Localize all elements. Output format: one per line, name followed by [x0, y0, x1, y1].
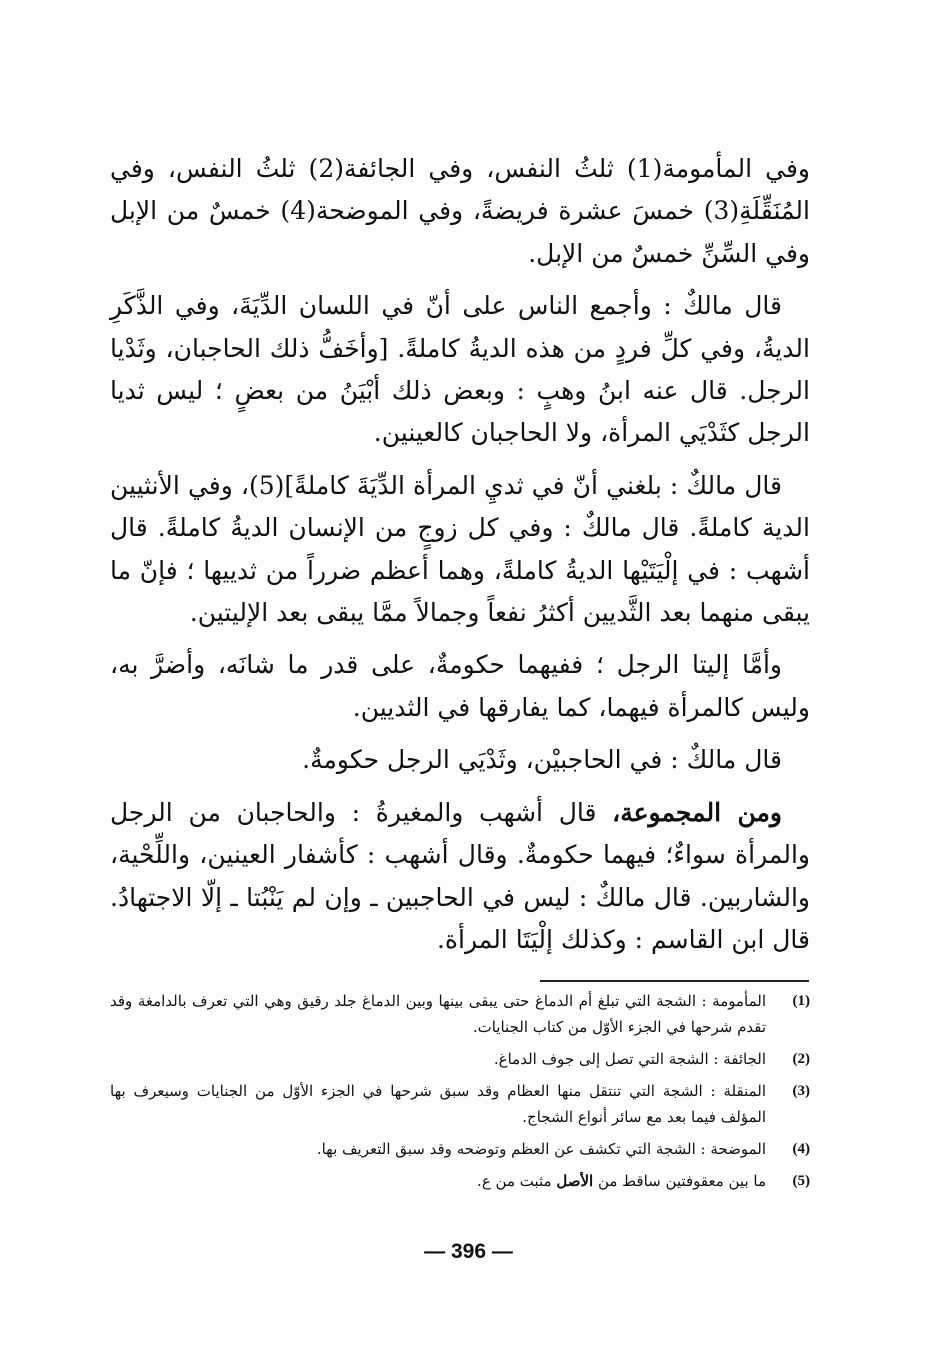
paragraph: وأمَّا إليتا الرجل ؛ ففيهما حكومةٌ، على قدر ما شانَه، وأضرَّ به، وليس كالمرأة فيهما، كما يفارقها في الثديين.: [110, 650, 810, 722]
footnotes: [110, 988, 810, 1200]
page-number: — 396 —: [424, 1240, 513, 1263]
footnote: [110, 988, 810, 1040]
footnote-text-part: ما بين معقوفتين ساقط من: [593, 1172, 766, 1190]
footnote-divider: [540, 980, 809, 982]
footnote: [110, 1046, 810, 1072]
footnote-text-part: مثبت من ع.: [477, 1172, 557, 1190]
footnote-number: (1): [792, 993, 810, 1009]
paragraph: قال مالكٌ : وأجمع الناس على أنّ في اللسان الدِّيَةَ، وفي الذَّكَرِ الديةُ، وفي كلِّ فردٍ من هذه الديةُ كاملةً. [وأخَفُّ ذلك الحاجبان، وثَدْيا الرجل. قال عنه ابنُ وهبٍ : وبعض ذلك أبْيَنُ من بعضٍ ؛ ليس ثديا الرجل كثَدْيَي المرأة، ولا الحاجبان كالعينين.: [110, 291, 810, 448]
main-text: [110, 148, 810, 971]
footnote-text: المأمومة : الشجة التي تبلغ أم الدماغ حتى يبقى بينها وبين الدماغ جلد رقيق وهي التي تعرف بالدامغة وقد تقدم شرحها في الجزء الأوّل من كتاب الجنايات.: [110, 992, 766, 1036]
footnote: [110, 1078, 810, 1130]
footnote-text: [110, 1168, 766, 1194]
footnote-text: الجائفة : الشجة التي تصل إلى جوف الدماغ.: [493, 1050, 766, 1068]
footnote-text: المنقلة : الشجة التي تنتقل منها العظام وقد سبق شرحها في الجزء الأوّل من الجنايات وسيعرف بها المؤلف فيما بعد مع سائر أنواع الشجاج.: [110, 1082, 766, 1126]
footnote-number: (5): [792, 1173, 810, 1189]
paragraph: وفي المأمومة(1) ثلثُ النفس، وفي الجائفة(2) ثلثُ النفس، وفي المُنَقِّلَةِ(3) خمسَ عشرة فريضةً، وفي الموضحة(4) خمسٌ من الإبل وفي السِّنِّ خمسٌ من الإبل.: [110, 154, 810, 268]
paragraph: [110, 792, 810, 962]
manuscript-name: الأصل: [556, 1172, 594, 1190]
source-title: ومن المجموعة،: [612, 797, 783, 827]
footnote-number: (2): [792, 1051, 810, 1067]
footnote: [110, 1168, 810, 1194]
footnote-text: الموضحة : الشجة التي تكشف عن العظم وتوضحه وقد سبق التعريف بها.: [316, 1140, 766, 1158]
footnote-number: (3): [792, 1083, 810, 1099]
paragraph: قال مالكٌ : بلغني أنّ في ثديِ المرأة الدِّيَةَ كاملةً](5)، وفي الأنثيين الدية كاملةً. قال مالكٌ : وفي كل زوجٍ من الإنسان الديةُ كاملةً. قال أشهب : في إلْيَتَيْها الديةُ كاملةً، وهما أعظم ضرراً من ثدييها ؛ فإنّ ما يبقى منهما بعد الثَّديين أكثرُ نفعاً وجمالاً ممَّا يبقى بعد الإليتين.: [110, 470, 810, 628]
footnote-number: (4): [792, 1141, 810, 1157]
paragraph: قال مالكٌ : في الحاجبيْن، وثَدْيَي الرجل حكومةٌ.: [302, 745, 782, 775]
paragraph-text: قال أشهب والمغيرةُ : والحاجبان من الرجل والمرأة سواءٌ؛ فيهما حكومةٌ. وقال أشهب : كأشفار العينين، واللِّحْية، والشاربين. قال مالكٌ : ليس في الحاجبين ـ وإن لم يَنْبُتا ـ إلّا الاجتهادُ. قال ابن القاسم : وكذلك إلْيَتَا المرأة.: [110, 797, 810, 954]
footnote: [110, 1136, 810, 1162]
